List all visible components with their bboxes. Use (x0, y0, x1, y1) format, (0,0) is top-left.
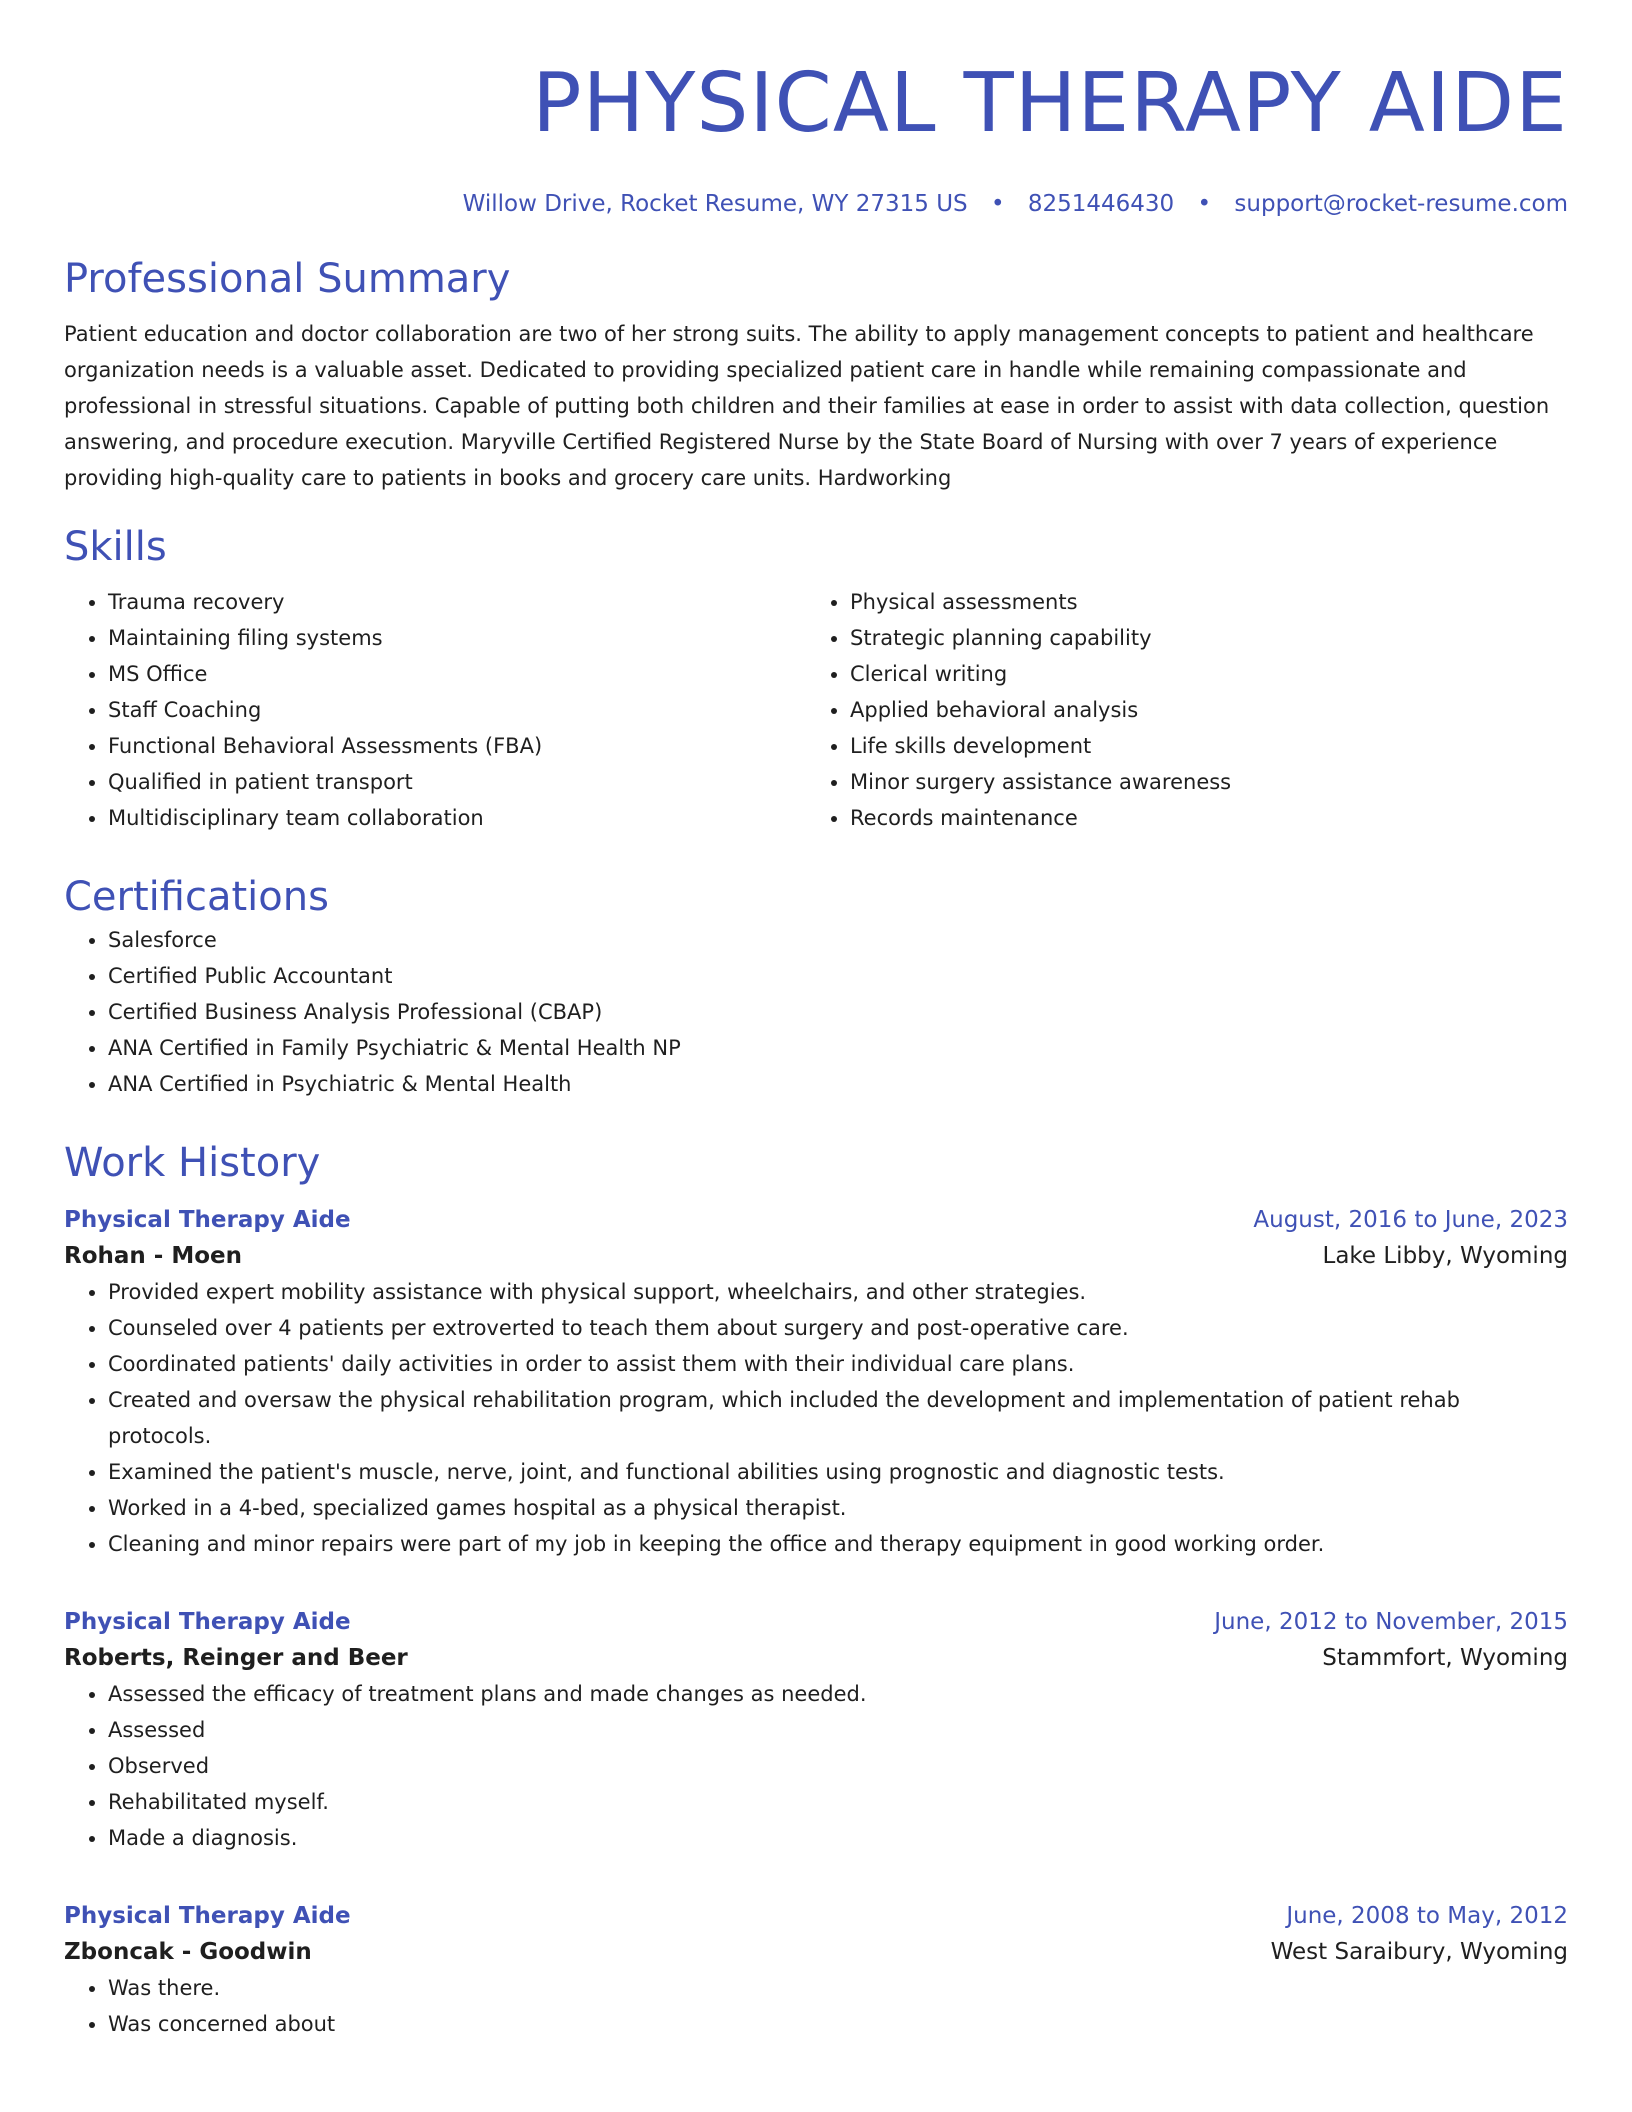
contact-address: Willow Drive, Rocket Resume, WY 27315 US (462, 191, 968, 217)
contact-phone: 8251446430 (1027, 191, 1175, 217)
job-duty: • Observed (108, 1748, 1568, 1784)
job-duty: • Cleaning and minor repairs were part of my job in keeping the office and therapy equipment in good working order. (108, 1526, 1568, 1562)
job-duty: • Assessed (108, 1712, 1568, 1748)
work-history-section (64, 1138, 1568, 2042)
job-title-row (64, 1604, 1568, 1640)
skill-item: • Life skills development (850, 728, 1548, 764)
skill-item: • Clerical writing (850, 656, 1548, 692)
certifications-list (64, 922, 1568, 1102)
summary-heading: Professional Summary (64, 256, 511, 302)
job-duty: • Assessed the efficacy of treatment plans and made changes as needed. (108, 1676, 1568, 1712)
skill-item: • Minor surgery assistance awareness (850, 764, 1548, 800)
certification-item: • Salesforce (108, 922, 1568, 958)
job-duty: • Coordinated patients' daily activities in order to assist them with their individual care plans. (108, 1346, 1568, 1382)
job-entry (64, 1202, 1568, 1562)
job-company-row (64, 1640, 1568, 1676)
job-entry (64, 1604, 1568, 1856)
skills-list-right (806, 584, 1548, 836)
skill-item: • Qualified in patient transport (108, 764, 806, 800)
skill-item: • Records maintenance (850, 800, 1548, 836)
skill-item: • Trauma recovery (108, 584, 806, 620)
certifications-heading: Certifications (64, 874, 329, 920)
contact-separator: • (990, 191, 1005, 217)
job-duty: • Counseled over 4 patients per extroverted to teach them about surgery and post-operative care. (108, 1310, 1568, 1346)
skills-column-left (64, 584, 806, 836)
job-dates: August, 2016 to June, 2023 (1253, 1207, 1568, 1233)
skill-item: • Maintaining filing systems (108, 620, 806, 656)
job-duty: • Created and oversaw the physical rehabilitation program, which included the development and implementation of patient rehab protocols. (108, 1382, 1568, 1454)
skill-item: • Staff Coaching (108, 692, 806, 728)
job-company-row (64, 1238, 1568, 1274)
job-duties-list (64, 1676, 1568, 1856)
contact-email: support@rocket-resume.com (1234, 191, 1568, 217)
skill-item: • MS Office (108, 656, 806, 692)
job-duties-list (64, 1274, 1568, 1562)
skills-section (64, 522, 1568, 836)
job-company-row (64, 1934, 1568, 1970)
job-location: West Saraibury, Wyoming (1270, 1939, 1568, 1965)
job-title-row (64, 1898, 1568, 1934)
job-duty: • Rehabilitated myself. (108, 1784, 1568, 1820)
summary-section (64, 254, 1568, 496)
certification-item: • Certified Business Analysis Professional (CBAP) (108, 994, 1568, 1030)
job-company: Roberts, Reinger and Beer (64, 1645, 408, 1671)
resume-header (64, 58, 1568, 220)
job-dates: June, 2012 to November, 2015 (1214, 1609, 1568, 1635)
job-duty: • Made a diagnosis. (108, 1820, 1568, 1856)
contact-line (64, 188, 1568, 220)
job-title-row (64, 1202, 1568, 1238)
job-duty: • Provided expert mobility assistance with physical support, wheelchairs, and other strategies. (108, 1274, 1568, 1310)
certification-item: • Certified Public Accountant (108, 958, 1568, 994)
skills-heading: Skills (64, 524, 167, 570)
job-title: Physical Therapy Aide (64, 1903, 351, 1929)
skill-item: • Applied behavioral analysis (850, 692, 1548, 728)
job-entry (64, 1898, 1568, 2042)
summary-text: Patient education and doctor collaboration are two of her strong suits. The ability to apply management concepts to patient and healthcare organization needs is a valuable asset. Dedicated to providing specialized patient care in handle while remaining compassionate and professional in stressful situations. Capable of putting both children and their families at ease in order to assist with data collection, question answering, and procedure execution. Maryville Certified Registered Nurse by the State Board of Nursing with over 7 years of experience providing high-quality care to patients in books and grocery care units. Hardworking (64, 322, 1550, 490)
skill-item: • Physical assessments (850, 584, 1548, 620)
job-title: Physical Therapy Aide (64, 1609, 351, 1635)
skills-column-right (806, 584, 1548, 836)
skill-item: • Functional Behavioral Assessments (FBA) (108, 728, 806, 764)
job-location: Stammfort, Wyoming (1322, 1645, 1568, 1671)
skills-grid (64, 584, 1568, 836)
job-duty: • Examined the patient's muscle, nerve, joint, and functional abilities using prognostic and diagnostic tests. (108, 1454, 1568, 1490)
job-duty: • Was there. (108, 1970, 1568, 2006)
candidate-name: PHYSICAL THERAPY AIDE (532, 56, 1568, 151)
contact-separator: • (1197, 191, 1212, 217)
certifications-section (64, 872, 1568, 1102)
skill-item: • Strategic planning capability (850, 620, 1548, 656)
job-duty: • Was concerned about (108, 2006, 1568, 2042)
job-company: Zboncak - Goodwin (64, 1939, 312, 1965)
skills-list-left (64, 584, 806, 836)
job-duty: • Worked in a 4-bed, specialized games hospital as a physical therapist. (108, 1490, 1568, 1526)
job-duties-list (64, 1970, 1568, 2042)
job-location: Lake Libby, Wyoming (1322, 1243, 1568, 1269)
certification-item: • ANA Certified in Family Psychiatric & Mental Health NP (108, 1030, 1568, 1066)
job-company: Rohan - Moen (64, 1243, 243, 1269)
job-dates: June, 2008 to May, 2012 (1286, 1903, 1568, 1929)
skill-item: • Multidisciplinary team collaboration (108, 800, 806, 836)
job-title: Physical Therapy Aide (64, 1207, 351, 1233)
work-history-heading: Work History (64, 1140, 321, 1186)
certification-item: • ANA Certified in Psychiatric & Mental Health (108, 1066, 1568, 1102)
